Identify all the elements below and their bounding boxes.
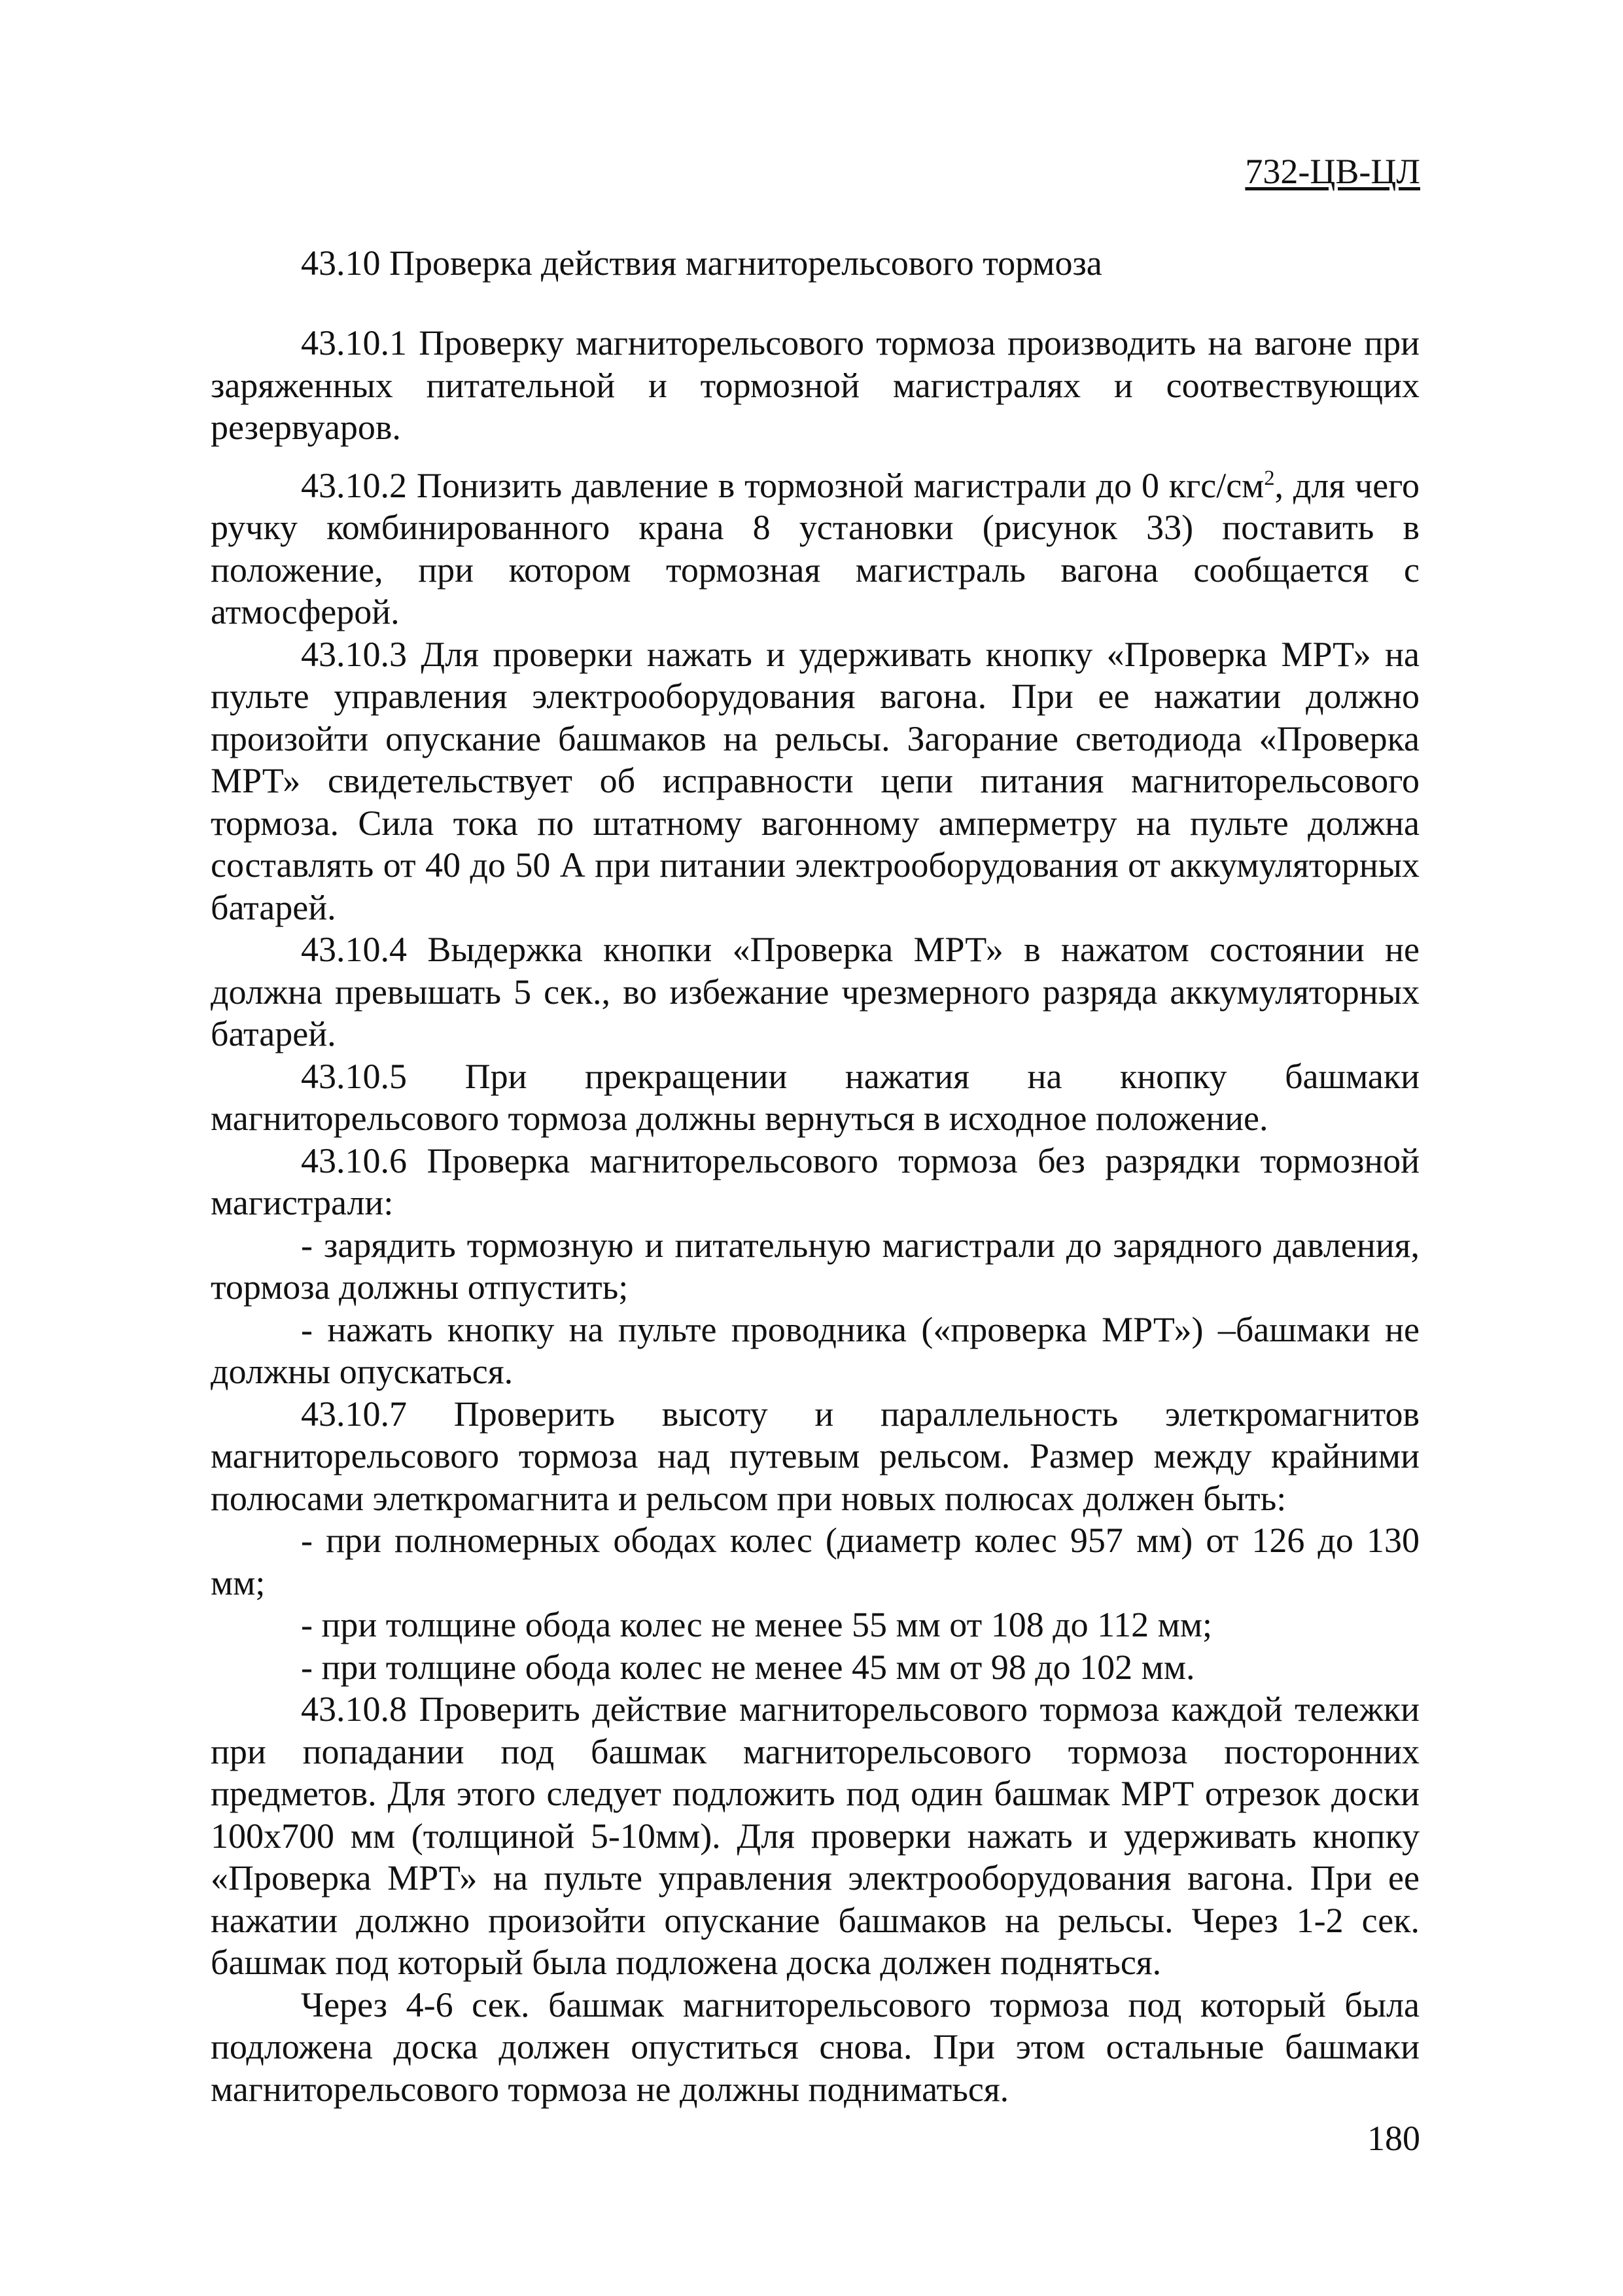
paragraph-43-10-3: 43.10.3 Для проверки нажать и удерживать кнопку «Проверка МРТ» на пульте управления электрооборудования вагона. При ее нажатии должно произойти опускание башмаков на рельсы. Загорание светодиода «Проверка МРТ» свидетельствует об исправности цепи питания магниторельсового тормоза. Сила тока по штатному вагонному амперметру на пульте должна составлять от 40 до 50 А при питании электрооборудования от аккумуляторных батарей. — [211, 634, 1420, 927]
list-item: - при полномерных ободах колес (диаметр колес 957 мм) от 126 до 130 мм; — [211, 1521, 1420, 1602]
list-item: - нажать кнопку на пульте проводника («проверка МРТ») –башмаки не должны опускаться. — [211, 1309, 1420, 1391]
paragraph-43-10-5: 43.10.5 При прекращении нажатия на кнопку башмаки магниторельсового тормоза должны вернуться в исходное положение. — [211, 1056, 1420, 1138]
list-item: - при толщине обода колес не менее 45 мм от 98 до 102 мм. — [301, 1647, 1195, 1687]
paragraph-continuation: Через 4-6 сек. башмак магниторельсового тормоза под который была подложена доска должен опуститься снова. При этом остальные башмаки магниторельсового тормоза не должны подниматься. — [211, 1985, 1420, 2109]
paragraph-43-10-1: 43.10.1 Проверку магниторельсового тормоза производить на вагоне при заряженных питательной и тормозной магистралях и соотвествующих резервуаров. — [211, 323, 1420, 447]
list-item: - при толщине обода колес не менее 55 мм от 108 до 112 мм; — [301, 1605, 1213, 1644]
paragraph-43-10-7: 43.10.7 Проверить высоту и параллельность элеткромагнитов магниторельсового тормоза над путевым рельсом. Размер между крайними полюсами элеткромагнита и рельсом при новых полюсах должен быть: — [211, 1394, 1420, 1518]
paragraph-43-10-8: 43.10.8 Проверить действие магниторельсового тормоза каждой тележки при попадании под башмак магниторельсового тормоза посторонних предметов. Для этого следует подложить под один башмак МРТ отрезок доски 100х700 мм (толщиной 5-10мм). Для проверки нажать и удерживать кнопку «Проверка МРТ» на пульте управления электрооборудования вагона. При ее нажатии должно произойти опускание башмаков на рельсы. Через 1-2 сек. башмак под который была подложена доска должен подняться. — [211, 1689, 1420, 1982]
superscript-exponent: 2 — [1264, 466, 1275, 490]
section-title: 43.10 Проверка действия магниторельсового тормоза — [301, 243, 1102, 283]
document-code: 732-ЦВ-ЦЛ — [1245, 152, 1420, 191]
paragraph-43-10-4: 43.10.4 Выдержка кнопки «Проверка МРТ» в нажатом состоянии не должна превышать 5 сек., во избежание чрезмерного разряда аккумуляторных батарей. — [211, 930, 1420, 1053]
page-number: 180 — [1367, 2119, 1420, 2158]
list-item: - зарядить тормозную и питательную магистрали до зарядного давления, тормоза должны отпустить; — [211, 1225, 1420, 1307]
paragraph-43-10-2-text-end: , для чего ручку комбинированного крана 8 установки (рисунок 33) поставить в положение, при котором тормозная магистраль вагона сообщается с атмосферой. — [211, 465, 1420, 631]
section-body — [211, 322, 1420, 2110]
paragraph-43-10-2-text-start: 43.10.2 Понизить давление в тормозной магистрали до 0 кгс/см — [301, 465, 1265, 505]
paragraph-43-10-2 — [211, 465, 1420, 633]
paragraph-43-10-6: 43.10.6 Проверка магниторельсового тормоза без разрядки тормозной магистрали: — [211, 1140, 1420, 1222]
